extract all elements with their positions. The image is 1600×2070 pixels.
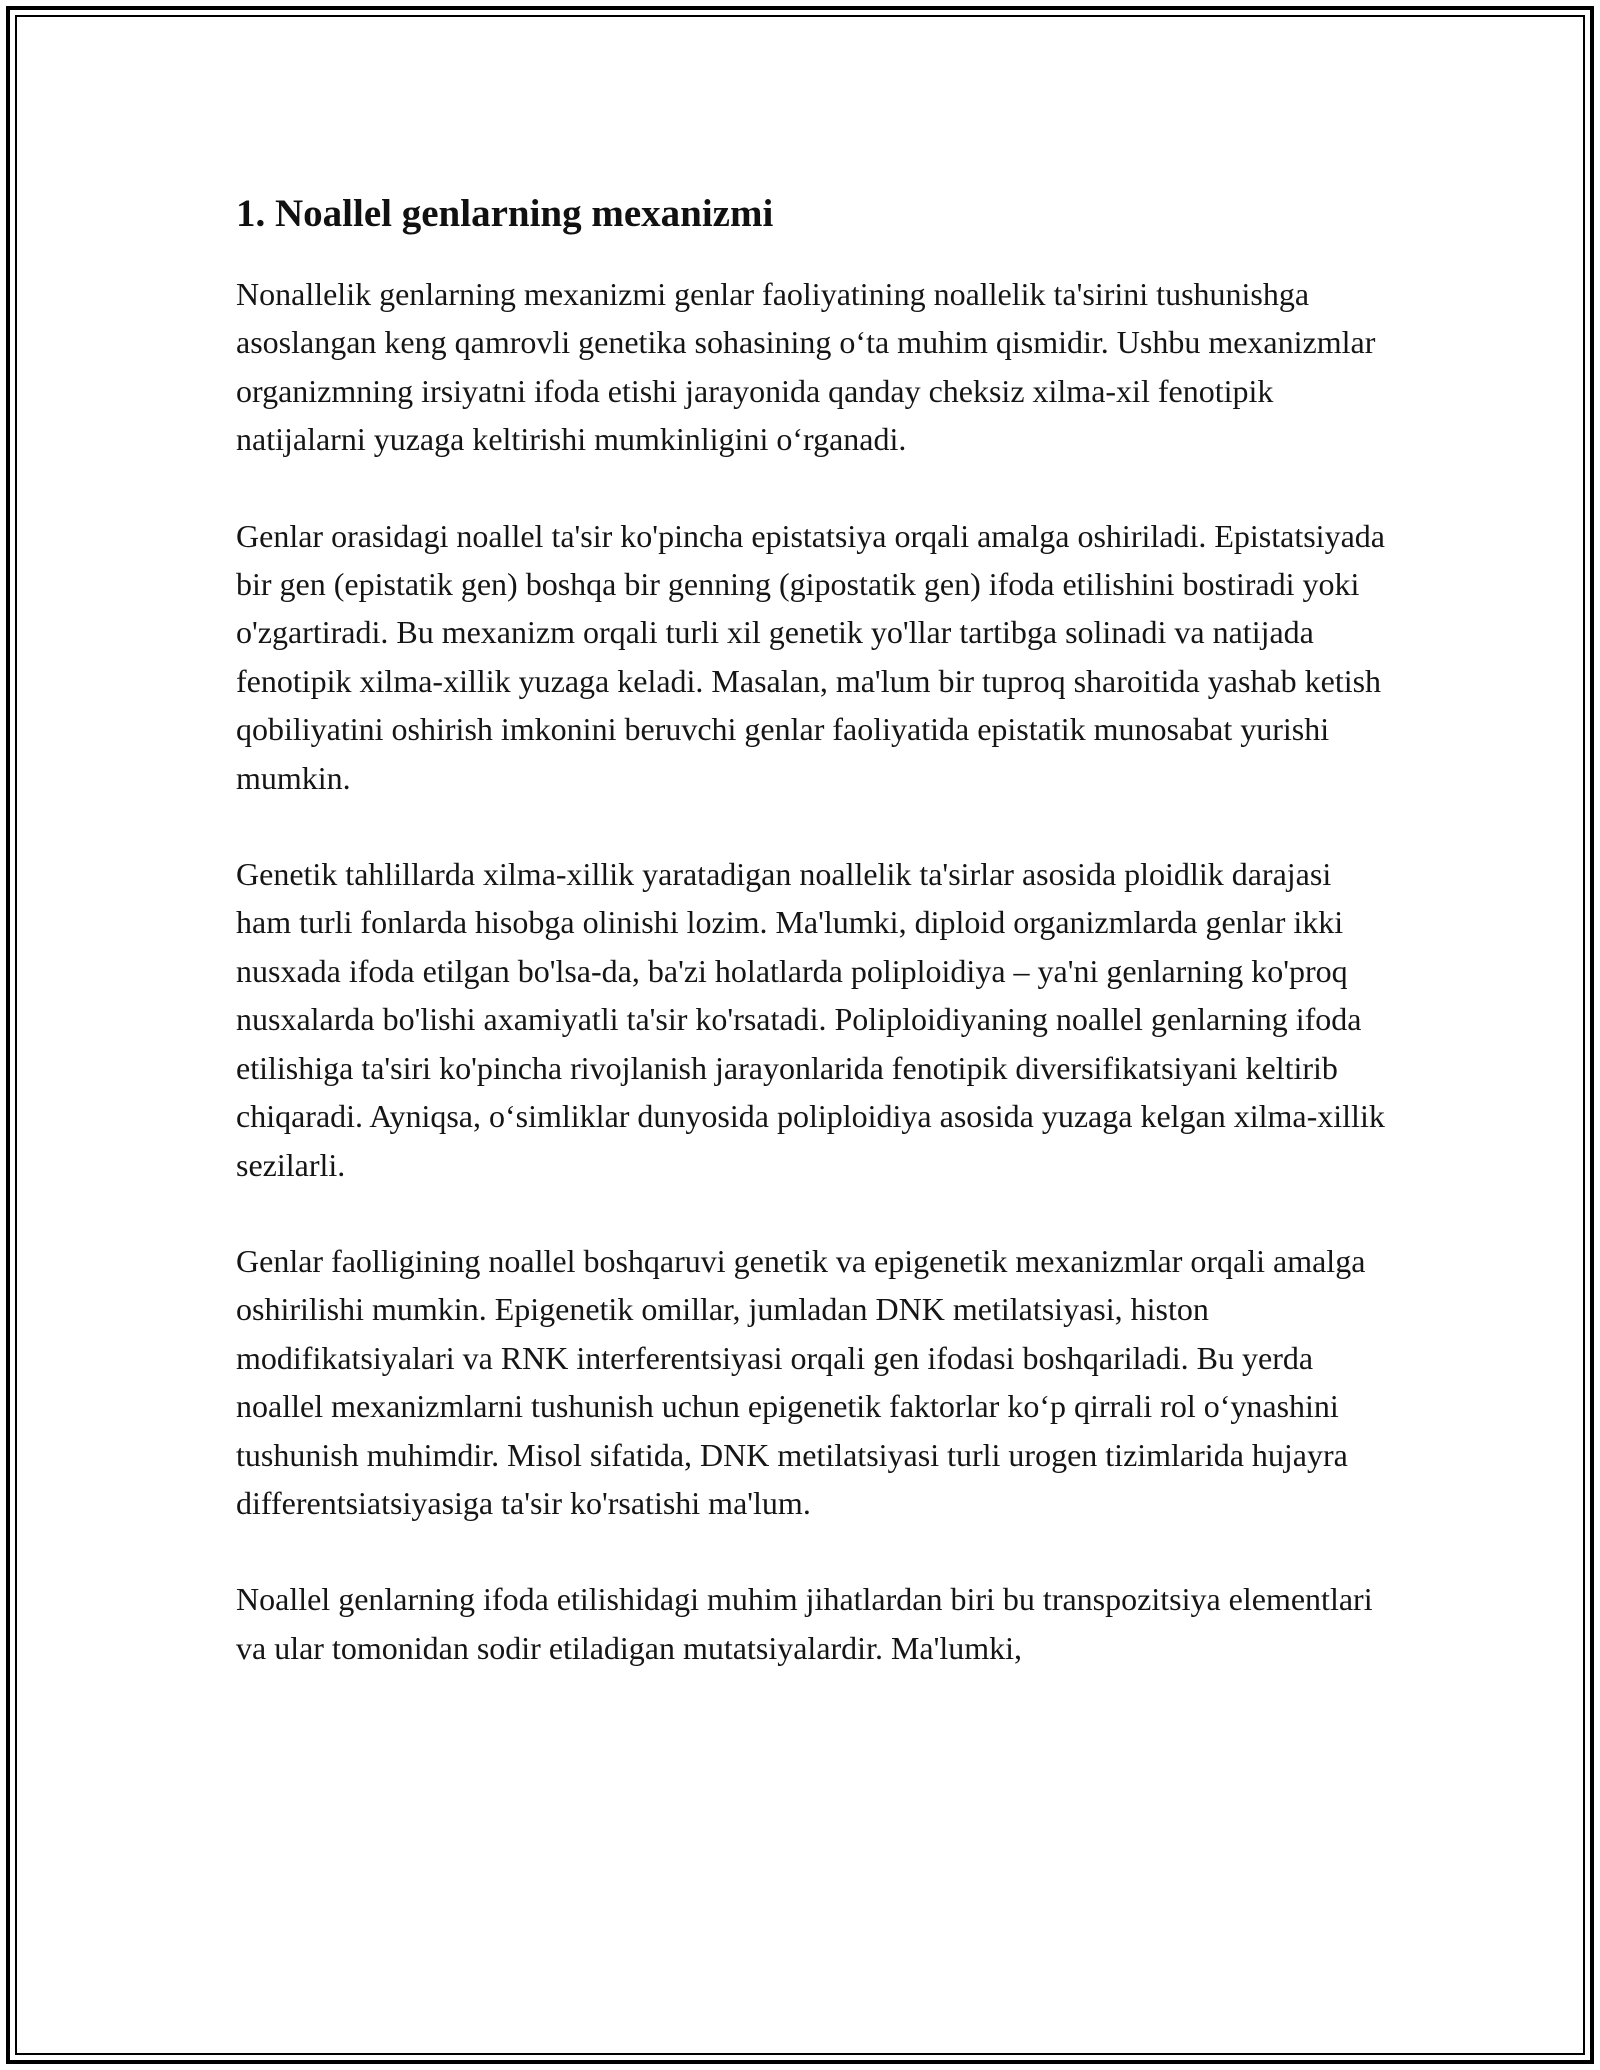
paragraph-2: Genlar orasidagi noallel ta'sir ko'pincha epistatsiya orqali amalga oshiriladi. Epistatsiyada bir gen (epistatik gen) boshqa bir genning (gipostatik gen) ifoda etilishini bostiradi yoki o'zgartiradi. Bu mexanizm orqali turli xil genetik yo'llar tartibga solinadi va natijada fenotipik xilma-xillik yuzaga keladi. Masalan, ma'lum bir tuproq sharoitida yashab ketish qobiliyatini oshirish imkonini beruvchi genlar faoliyatida epistatik munosabat yurishi mumkin. [236,517,1385,796]
paragraph-3: Genetik tahlillarda xilma-xillik yaratadigan noallelik ta'sirlar asosida ploidlik darajasi ham turli fonlarda hisobga olinishi lozim. Ma'lumki, diploid organizmlarda genlar ikki nusxada ifoda etilgan bo'lsa-da, ba'zi holatlarda poliploidiya – ya'ni genlarning ko'proq nusxalarda bo'lishi axamiyatli ta'sir ko'rsatadi. Poliploidiyaning noallel genlarning ifoda etilishiga ta'siri ko'pincha rivojlanish jarayonlarida fenotipik diversifikatsiyani keltirib chiqaradi. Ayniqsa, oʻsimliklar dunyosida poliploidiya asosida yuzaga kelgan xilma-xillik sezilarli. [236,856,1385,1183]
section-heading: 1. Noallel genlarning mexanizmi [236,192,774,235]
paragraph-5: Noallel genlarning ifoda etilishidagi muhim jihatlardan biri bu transpozitsiya elementlari va ular tomonidan sodir etiladigan mutatsiyalardir. Ma'lumki, [236,1581,1373,1666]
paragraph-1: Nonallelik genlarning mexanizmi genlar faoliyatining noallelik ta'sirini tushunishga asoslangan keng qamrovli genetika sohasining oʻta muhim qismidir. Ushbu mexanizmlar organizmning irsiyatni ifoda etishi jarayonida qanday cheksiz xilma-xil fenotipik natijalarni yuzaga keltirishi mumkinligini oʻrganadi. [236,276,1376,458]
document-body [236,188,1386,1720]
paragraph-4: Genlar faolligining noallel boshqaruvi genetik va epigenetik mexanizmlar orqali amalga oshirilishi mumkin. Epigenetik omillar, jumladan DNK metilatsiyasi, histon modifikatsiyalari va RNK interferentsiyasi orqali gen ifodasi boshqariladi. Bu yerda noallel mexanizmlarni tushunish uchun epigenetik faktorlar koʻp qirrali rol oʻynashini tushunish muhimdir. Misol sifatida, DNK metilatsiyasi turli urogen tizimlarida hujayra differentsiatsiyasiga ta'sir ko'rsatishi ma'lum. [236,1242,1366,1521]
